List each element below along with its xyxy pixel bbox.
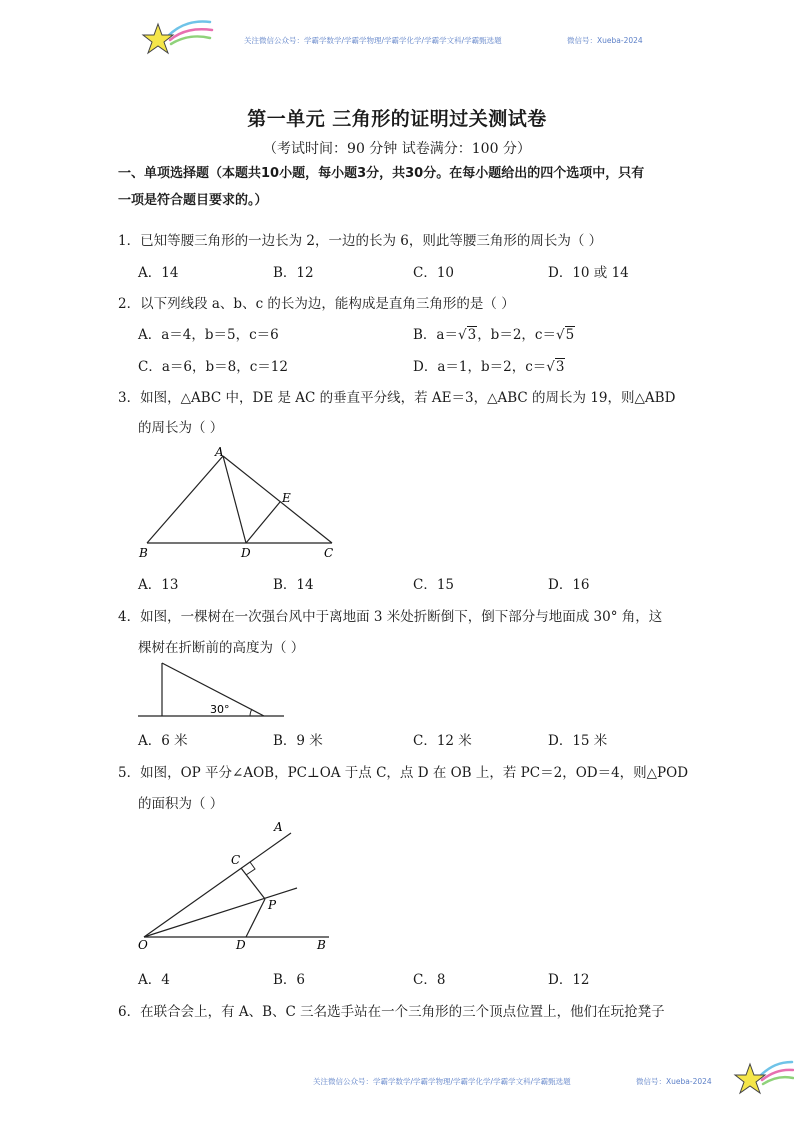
q4-option-b[interactable]: B．9 米 [273, 733, 323, 749]
q2-option-d-radicand: 3 [555, 359, 565, 375]
footer-wechat-note: 关注微信公众号：学霸学数学/学霸学物理/学霸学化学/学霸学文科/学霸甄选题 [313, 1077, 571, 1086]
q1-option-c[interactable]: C．10 [413, 265, 455, 281]
q2-option-b-pre: B．a＝ [413, 327, 458, 343]
q5-segment-pc [241, 868, 265, 899]
shooting-star-icon [140, 14, 220, 60]
q2-option-b[interactable]: B．a＝√3，b＝2，c＝√5 [413, 327, 575, 343]
q5-ray-op [144, 888, 297, 937]
q5-label-d: D [236, 938, 246, 952]
q4-angle-label: 30° [210, 703, 230, 716]
q1-option-a[interactable]: A．14 [138, 265, 179, 281]
q3-option-c[interactable]: C．15 [413, 577, 455, 593]
q5-stem-line1: 5．如图，OP 平分∠AOB，PC⊥OA 于点 C，点 D 在 OB 上，若 PC＝2，OD＝4，则△POD [118, 765, 689, 781]
section-heading-line2: 一项是符合题目要求的。） [118, 193, 268, 208]
q4-stem-line1: 4．如图，一棵树在一次强台风中于离地面 3 米处折断倒下，倒下部分与地面成 30° 角，这 [118, 609, 663, 625]
q2-option-b-radicand2: 5 [565, 327, 575, 343]
q2-stem: 2．以下列线段 a、b、c 的长为边，能构成是直角三角形的是（ ） [118, 296, 515, 312]
q2-option-d[interactable]: D．a＝1，b＝2，c＝√3 [413, 359, 565, 375]
q3-option-d[interactable]: D．16 [548, 577, 590, 593]
q3-option-a[interactable]: A．13 [138, 577, 179, 593]
q4-angle-arc [250, 709, 252, 716]
q5-option-b[interactable]: B．6 [273, 972, 306, 988]
q4-option-c[interactable]: C．12 米 [413, 733, 472, 749]
q4-option-a[interactable]: A．6 米 [138, 733, 188, 749]
q2-option-b-mid: ，b＝2，c＝ [477, 327, 556, 343]
q3-triangle-figure [135, 442, 350, 562]
q4-stem-line2: 棵树在折断前的高度为（ ） [138, 640, 305, 656]
q5-label-o: O [138, 938, 148, 952]
q2-option-c[interactable]: C．a＝6，b＝8，c＝12 [138, 359, 288, 375]
q3-label-b: B [139, 546, 148, 560]
q5-option-c[interactable]: C．8 [413, 972, 446, 988]
q5-segment-pd [246, 899, 265, 937]
q3-option-b[interactable]: B．14 [273, 577, 314, 593]
q2-option-d-pre: D．a＝1，b＝2，c＝ [413, 359, 547, 375]
footer-wechat-id: 微信号：Xueba-2024 [636, 1077, 712, 1086]
page-subtitle: （考试时间：90 分钟 试卷满分：100 分） [263, 141, 531, 157]
q3-segment-ad [223, 456, 246, 543]
q2-option-a[interactable]: A．a＝4，b＝5，c＝6 [138, 327, 279, 343]
footer-shooting-star-icon [732, 1054, 794, 1100]
q6-stem-line1: 6．在联合会上，有 A、B、C 三名选手站在一个三角形的三个顶点位置上，他们在玩抢凳子 [118, 1004, 665, 1020]
q5-stem-line2: 的面积为（ ） [138, 796, 224, 812]
header-wechat-note: 关注微信公众号：学霸学数学/学霸学物理/学霸学化学/学霸学文科/学霸甄选题 [244, 36, 502, 45]
q4-option-d[interactable]: D．15 米 [548, 733, 608, 749]
header-wechat-id: 微信号：Xueba-2024 [567, 36, 643, 45]
q5-option-a[interactable]: A．4 [138, 972, 170, 988]
q3-segment-ac [223, 456, 332, 543]
q3-label-d: D [241, 546, 251, 560]
q3-segment-ab [147, 456, 223, 543]
q5-option-d[interactable]: D．12 [548, 972, 590, 988]
q3-label-c: C [324, 546, 334, 560]
q3-stem-line1: 3．如图，△ABC 中，DE 是 AC 的垂直平分线，若 AE＝3，△ABC 的周长为 19，则△ABD [118, 390, 676, 406]
q4-tree-figure [136, 660, 288, 722]
q5-label-a: A [274, 820, 283, 834]
q3-stem-line2: 的周长为（ ） [138, 420, 224, 436]
q5-label-b: B [317, 938, 326, 952]
q3-label-e: E [282, 491, 291, 505]
q5-label-c: C [231, 853, 241, 867]
q2-option-b-radicand1: 3 [467, 327, 477, 343]
q1-stem: 1．已知等腰三角形的一边长为 2，一边的长为 6，则此等腰三角形的周长为（ ） [118, 233, 603, 249]
q3-label-a: A [215, 445, 224, 459]
section-heading-line1: 一、单项选择题（本题共10小题，每小题3分，共30分。在每小题给出的四个选项中，只有 [118, 166, 645, 181]
q1-option-b[interactable]: B．12 [273, 265, 314, 281]
section-heading [118, 160, 688, 214]
q3-segment-de [246, 502, 280, 543]
q5-angle-bisector-figure [134, 817, 334, 957]
q1-option-d[interactable]: D．10 或 14 [548, 265, 629, 281]
q5-label-p: P [268, 898, 277, 912]
q5-ray-oa [144, 833, 291, 937]
page-title: 第一单元 三角形的证明过关测试卷 [247, 108, 547, 130]
